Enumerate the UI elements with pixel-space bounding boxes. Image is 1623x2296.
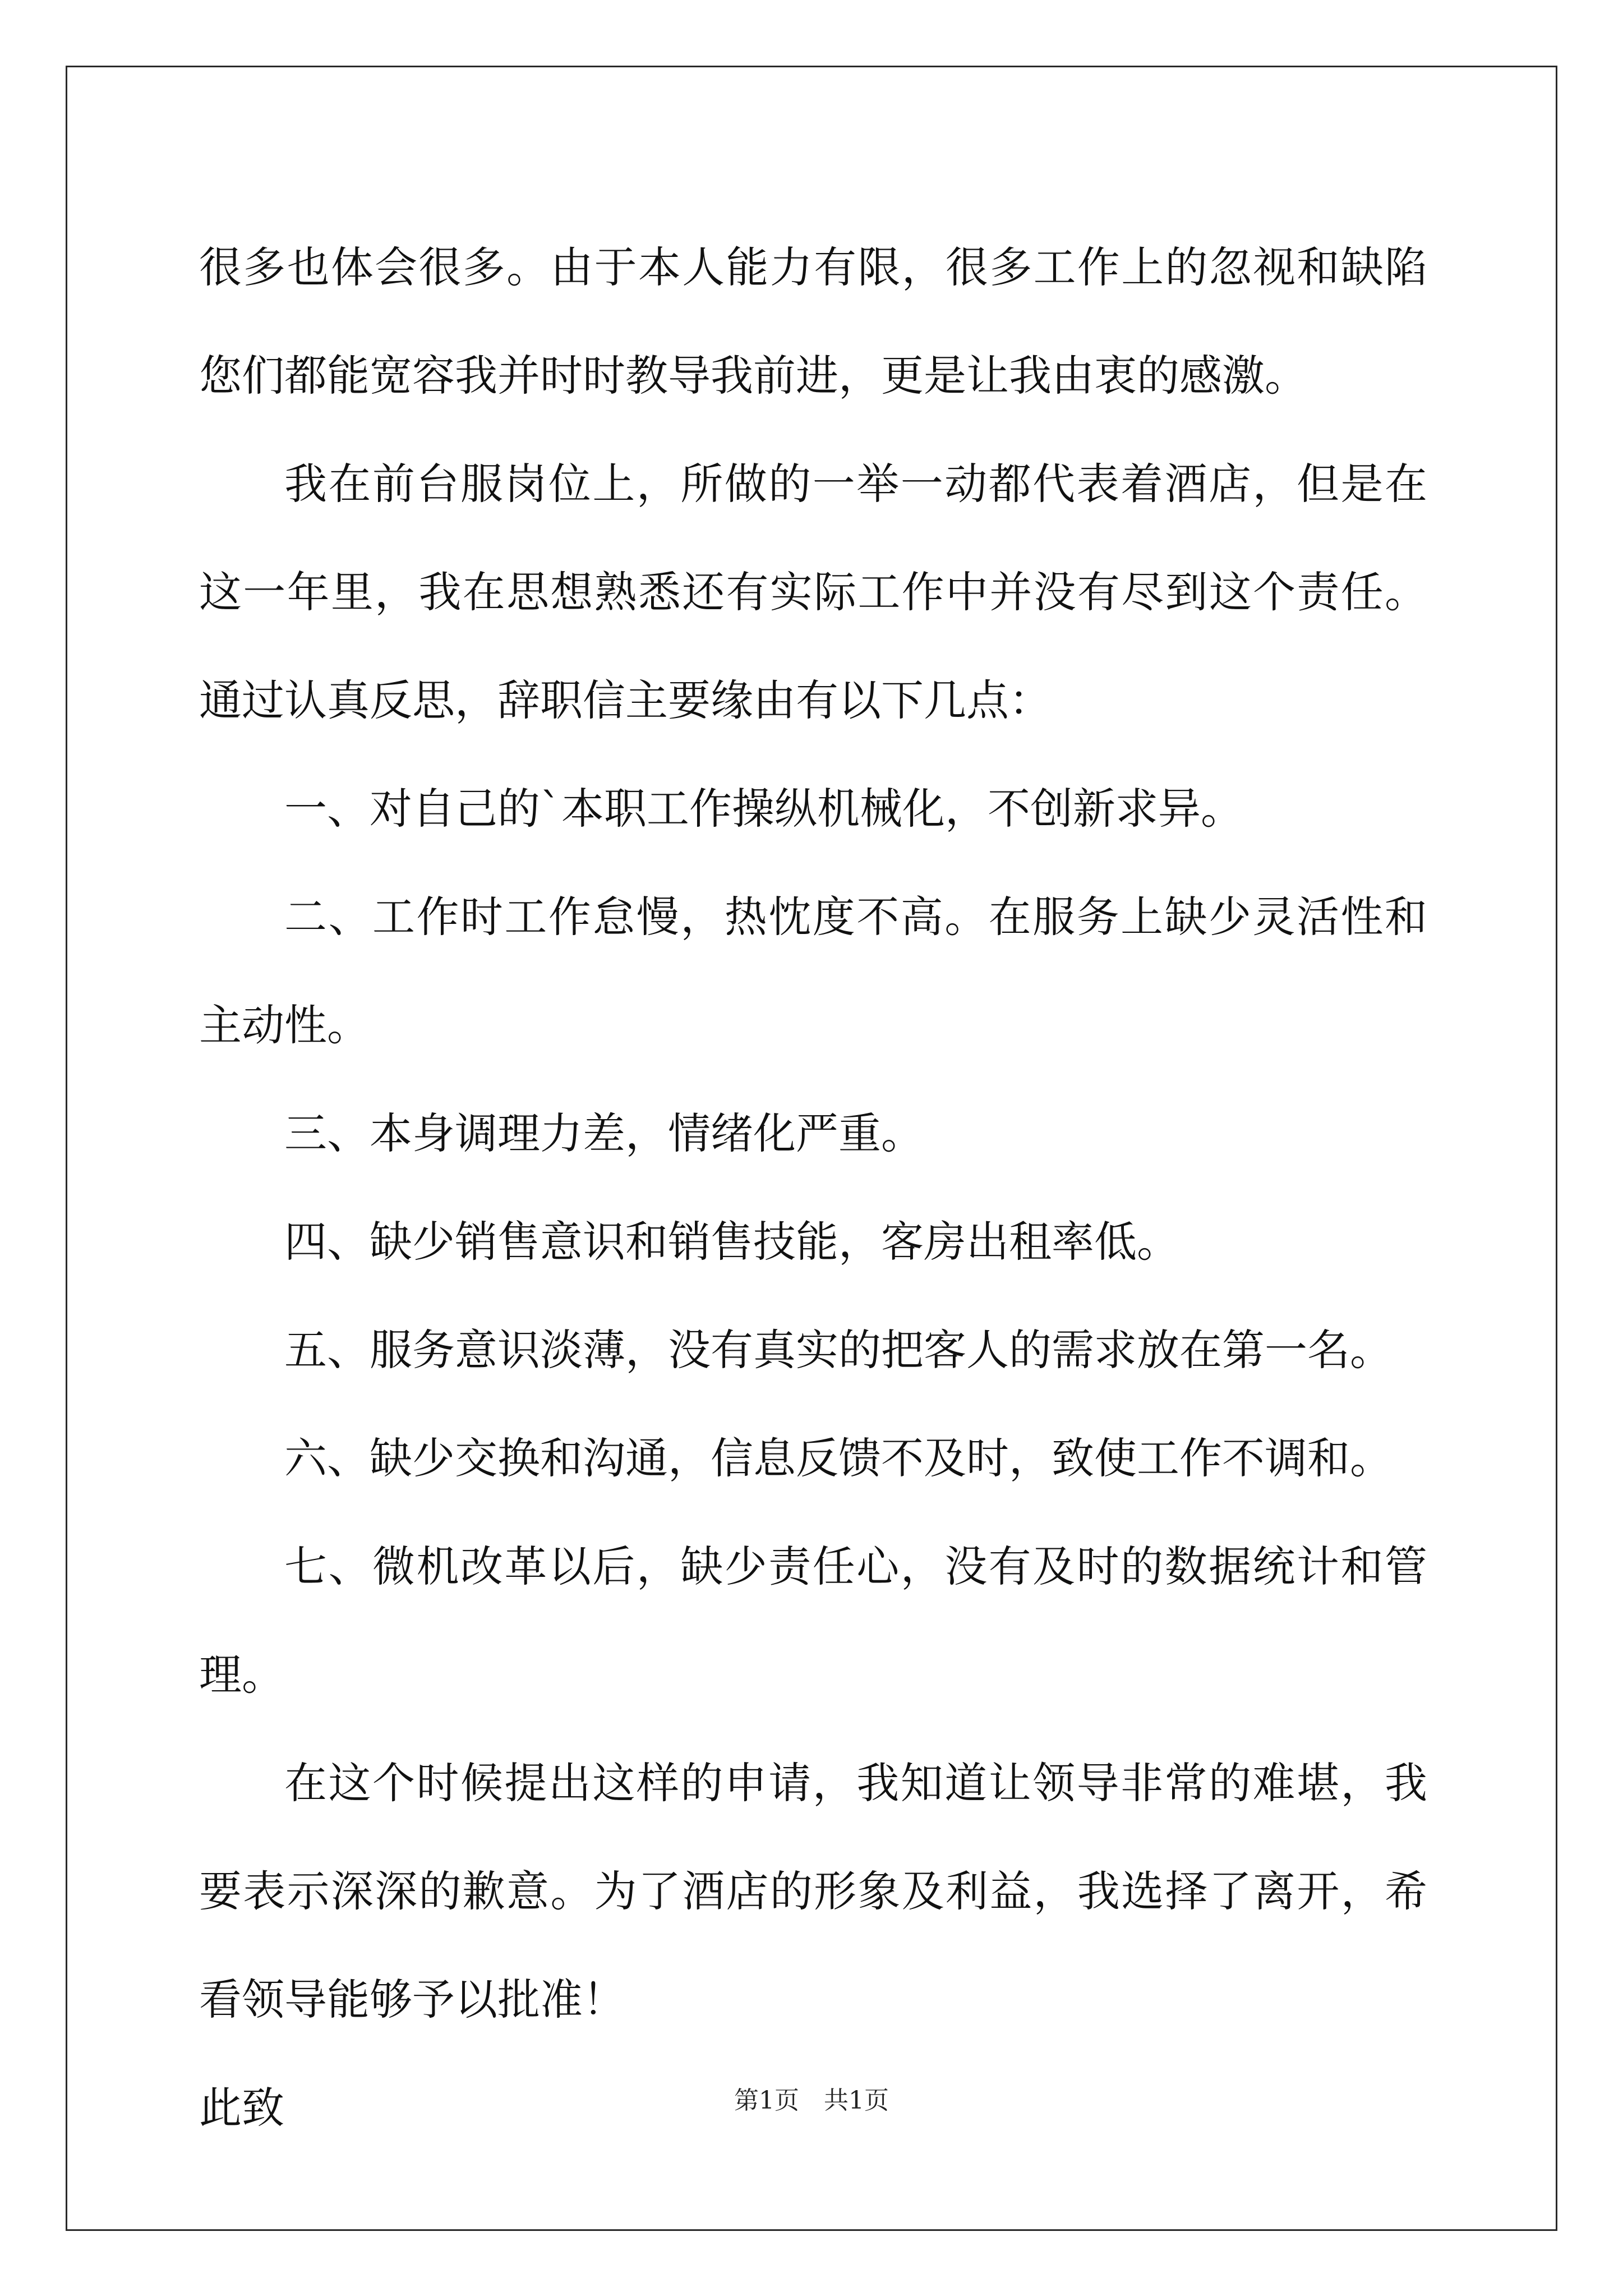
paragraph-1: 很多也体会很多。由于本人能力有限，很多工作上的忽视和缺陷您们都能宽容我并时时教导我前进，更是让我由衷的感激。 — [199, 242, 1427, 401]
paragraph-2: 我在前台服岗位上，所做的一举一动都代表着酒店，但是在这一年里，我在思想熟悉还有实际工作中并没有尽到这个责任。通过认真反思，辞职信主要缘由有以下几点： — [199, 459, 1427, 725]
list-item-1: 一、对自己的`本职工作操纵机械化，不创新求异。 — [284, 784, 1243, 834]
list-item-4: 四、缺少销售意识和销售技能，客房出租率低。 — [284, 1217, 1179, 1267]
page-number-footer: 第1页 共1页 — [734, 2086, 889, 2115]
paragraph-closing-request: 在这个时候提出这样的申请，我知道让领导非常的难堪，我要表示深深的歉意。为了酒店的形象及利益，我选择了离开，希看领导能够予以批准！ — [199, 1758, 1427, 2024]
document-body — [199, 213, 1427, 2162]
list-item-3: 三、本身调理力差，情绪化严重。 — [284, 1108, 924, 1158]
list-item-6: 六、缺少交换和沟通，信息反馈不及时，致使工作不调和。 — [284, 1433, 1393, 1483]
list-item-5: 五、服务意识淡薄，没有真实的把客人的需求放在第一名。 — [284, 1325, 1393, 1375]
list-item-2: 二、工作时工作怠慢，热忱度不高。在服务上缺少灵活性和主动性。 — [199, 892, 1427, 1050]
list-item-7: 七、微机改革以后，缺少责任心，没有及时的数据统计和管理。 — [199, 1542, 1427, 1700]
salutation-closing: 此致 — [199, 2083, 284, 2133]
